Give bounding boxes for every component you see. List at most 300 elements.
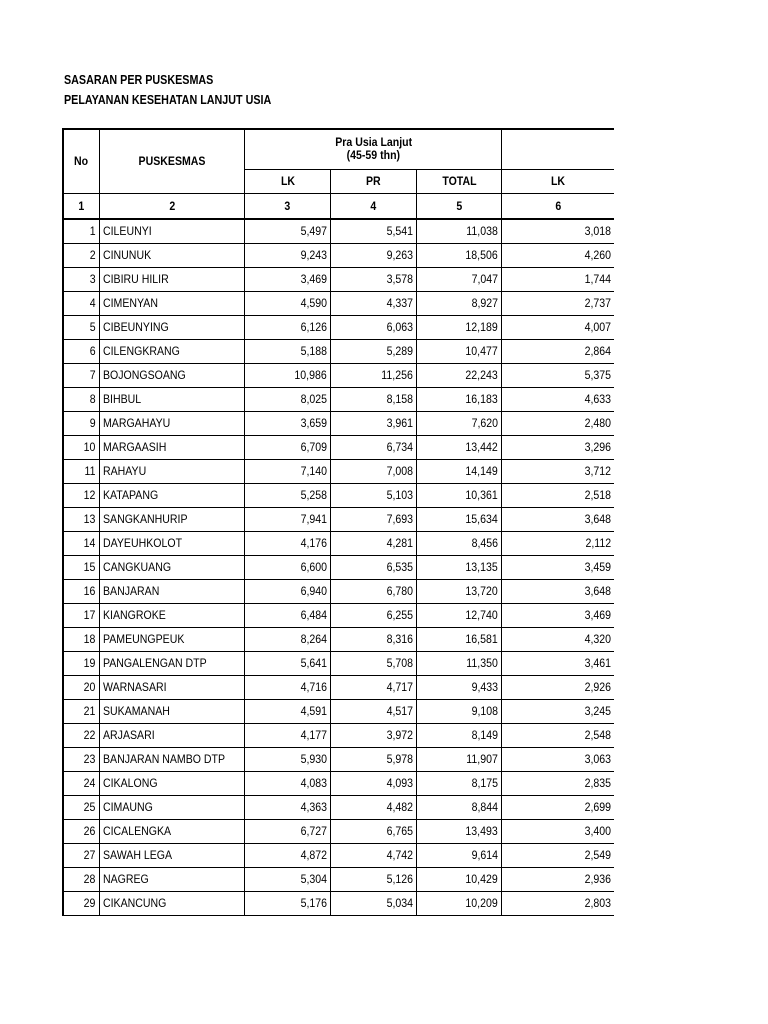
pra-lansia-lk: 3,469 — [300, 272, 328, 286]
puskesmas-name-cell — [99, 651, 245, 675]
pra-lansia-pr: 6,255 — [386, 608, 414, 622]
pra-lansia-lk: 5,497 — [300, 224, 328, 239]
pra-lansia-pr: 3,972 — [386, 728, 414, 742]
lansia-lk: 3,459 — [584, 560, 611, 574]
lansia-lk: 4,633 — [584, 392, 611, 406]
pra-lansia-lk-cell — [245, 771, 331, 795]
lansia-lk-cell — [502, 387, 614, 411]
pra-lansia-lk-cell — [245, 411, 331, 435]
pra-lansia-total-cell — [417, 435, 502, 459]
header-pr-label: PR — [366, 174, 382, 188]
lansia-lk-cell — [502, 555, 614, 579]
pra-lansia-pr-cell — [331, 891, 417, 915]
lansia-lk: 3,648 — [584, 512, 611, 526]
table-row — [63, 267, 614, 291]
row-number-cell — [63, 435, 99, 459]
pra-lansia-total-cell — [417, 723, 502, 747]
pra-lansia-total: 8,175 — [471, 776, 499, 790]
column-number-2 — [99, 193, 245, 219]
column-number-label: 4 — [370, 198, 377, 213]
row-number: 4 — [89, 296, 96, 310]
puskesmas-name-cell — [99, 291, 245, 315]
pra-lansia-pr-cell — [331, 339, 417, 363]
row-number-cell — [63, 555, 99, 579]
row-number: 17 — [83, 608, 96, 622]
pra-lansia-total-cell — [417, 603, 502, 627]
puskesmas-name-cell — [99, 603, 245, 627]
row-number: 18 — [83, 632, 96, 646]
row-number-cell — [63, 291, 99, 315]
pra-lansia-lk-cell — [245, 531, 331, 555]
header-lk2-label: LK — [550, 174, 565, 188]
document-subtitle: PELAYANAN KESEHATAN LANJUT USIA — [64, 93, 272, 107]
row-number: 26 — [83, 824, 96, 838]
pra-lansia-total: 10,209 — [465, 896, 499, 910]
pra-lansia-lk: 6,727 — [300, 824, 328, 838]
pra-lansia-total: 7,047 — [471, 272, 499, 286]
lansia-lk: 3,712 — [584, 464, 611, 478]
pra-lansia-lk: 5,258 — [300, 488, 328, 502]
column-number-1 — [63, 193, 99, 219]
pra-lansia-total: 10,361 — [465, 488, 499, 502]
pra-lansia-lk: 3,659 — [300, 416, 328, 430]
lansia-lk: 4,320 — [584, 632, 611, 646]
pra-lansia-pr-cell — [331, 795, 417, 819]
header-next-group — [502, 129, 614, 169]
row-number: 29 — [83, 896, 96, 910]
lansia-lk-cell — [502, 315, 614, 339]
lansia-lk: 3,245 — [584, 704, 611, 718]
row-number-cell — [63, 531, 99, 555]
column-number-3 — [245, 193, 331, 219]
header-no — [63, 129, 99, 193]
lansia-lk: 2,112 — [585, 536, 611, 550]
lansia-lk-cell — [502, 699, 614, 723]
pra-lansia-lk: 4,591 — [300, 704, 328, 718]
puskesmas-target-table — [62, 128, 614, 916]
puskesmas-name: KIANGROKE — [102, 608, 166, 622]
row-number: 25 — [83, 800, 96, 814]
puskesmas-name: CIMENYAN — [102, 296, 158, 310]
column-number-label: 3 — [284, 198, 291, 213]
lansia-lk-cell — [502, 747, 614, 771]
lansia-lk-cell — [502, 651, 614, 675]
pra-lansia-total: 10,477 — [465, 344, 499, 358]
pra-lansia-total: 9,614 — [471, 848, 499, 862]
pra-lansia-pr: 5,034 — [386, 896, 414, 910]
row-number-cell — [63, 747, 99, 771]
pra-lansia-pr-cell — [331, 243, 417, 267]
pra-lansia-total-cell — [417, 627, 502, 651]
pra-lansia-total-cell — [417, 579, 502, 603]
pra-lansia-lk: 4,176 — [300, 536, 328, 550]
row-number: 3 — [89, 272, 96, 286]
lansia-lk: 1,744 — [584, 272, 611, 286]
row-number: 28 — [83, 872, 96, 886]
puskesmas-name-cell — [99, 819, 245, 843]
pra-lansia-total-cell — [417, 483, 502, 507]
row-number: 27 — [83, 848, 96, 862]
pra-lansia-lk-cell — [245, 843, 331, 867]
row-number: 1 — [89, 224, 96, 239]
puskesmas-name: MARGAHAYU — [102, 416, 170, 430]
pra-lansia-lk: 4,083 — [300, 776, 328, 790]
pra-lansia-total: 9,108 — [471, 704, 499, 718]
lansia-lk: 2,548 — [584, 728, 611, 742]
pra-lansia-pr: 5,541 — [386, 224, 414, 239]
pra-lansia-pr-cell — [331, 723, 417, 747]
pra-lansia-pr: 5,103 — [386, 488, 414, 502]
pra-lansia-lk: 8,025 — [300, 392, 328, 406]
pra-lansia-pr: 4,093 — [386, 776, 414, 790]
pra-lansia-pr: 11,256 — [381, 368, 414, 382]
table-row — [63, 339, 614, 363]
pra-lansia-total: 9,433 — [471, 680, 499, 694]
puskesmas-name-cell — [99, 555, 245, 579]
pra-lansia-total-cell — [417, 315, 502, 339]
pra-lansia-pr-cell — [331, 843, 417, 867]
pra-lansia-total: 11,350 — [466, 656, 499, 670]
puskesmas-name: CANGKUANG — [102, 560, 171, 574]
pra-lansia-lk-cell — [245, 219, 331, 243]
table-row — [63, 483, 614, 507]
lansia-lk-cell — [502, 291, 614, 315]
table-row — [63, 771, 614, 795]
puskesmas-name: CILEUNYI — [102, 224, 152, 239]
lansia-lk-cell — [502, 843, 614, 867]
lansia-lk-cell — [502, 675, 614, 699]
pra-lansia-total-cell — [417, 363, 502, 387]
pra-lansia-total-cell — [417, 891, 502, 915]
header-pr — [331, 169, 417, 193]
pra-lansia-total: 12,189 — [465, 320, 499, 334]
lansia-lk-cell — [502, 219, 614, 243]
row-number-cell — [63, 483, 99, 507]
header-group-line1: Pra Usia Lanjut — [334, 135, 412, 150]
pra-lansia-pr: 4,717 — [386, 680, 414, 694]
pra-lansia-pr-cell — [331, 315, 417, 339]
row-number-cell — [63, 363, 99, 387]
puskesmas-name: ARJASARI — [102, 728, 155, 742]
lansia-lk-cell — [502, 267, 614, 291]
header-total-label: TOTAL — [442, 174, 477, 188]
lansia-lk-cell — [502, 795, 614, 819]
pra-lansia-total-cell — [417, 243, 502, 267]
table-row — [63, 531, 614, 555]
row-number: 15 — [83, 560, 96, 574]
lansia-lk: 2,835 — [584, 776, 611, 790]
pra-lansia-total-cell — [417, 411, 502, 435]
pra-lansia-total-cell — [417, 651, 502, 675]
column-number-label: 2 — [168, 198, 175, 213]
table-body — [63, 219, 614, 915]
lansia-lk: 2,864 — [584, 344, 611, 358]
pra-lansia-pr: 4,281 — [386, 536, 414, 550]
pra-lansia-lk-cell — [245, 651, 331, 675]
puskesmas-name-cell — [99, 675, 245, 699]
pra-lansia-lk: 4,590 — [300, 296, 328, 310]
row-number: 21 — [83, 704, 96, 718]
row-number: 11 — [84, 464, 96, 478]
lansia-lk: 3,400 — [584, 824, 611, 838]
pra-lansia-total-cell — [417, 267, 502, 291]
pra-lansia-total: 11,907 — [466, 752, 499, 766]
pra-lansia-total-cell — [417, 219, 502, 243]
row-number-cell — [63, 699, 99, 723]
pra-lansia-total: 15,634 — [465, 512, 499, 526]
pra-lansia-pr: 5,708 — [386, 656, 414, 670]
puskesmas-name: WARNASARI — [102, 680, 167, 694]
pra-lansia-pr: 6,063 — [386, 320, 414, 334]
puskesmas-name-cell — [99, 843, 245, 867]
header-lk-label: LK — [280, 174, 295, 188]
puskesmas-name-cell — [99, 627, 245, 651]
pra-lansia-lk: 7,941 — [300, 512, 328, 526]
pra-lansia-pr-cell — [331, 627, 417, 651]
table-row — [63, 819, 614, 843]
puskesmas-name: BOJONGSOANG — [102, 368, 186, 382]
pra-lansia-lk-cell — [245, 483, 331, 507]
pra-lansia-pr: 4,742 — [386, 848, 414, 862]
puskesmas-name: CIMAUNG — [102, 800, 153, 814]
pra-lansia-lk: 6,484 — [300, 608, 328, 622]
row-number: 16 — [83, 584, 96, 598]
pra-lansia-total-cell — [417, 819, 502, 843]
table-row — [63, 891, 614, 915]
row-number-cell — [63, 843, 99, 867]
puskesmas-name: PANGALENGAN DTP — [102, 656, 207, 670]
pra-lansia-pr: 6,765 — [386, 824, 414, 838]
pra-lansia-lk: 4,716 — [300, 680, 328, 694]
puskesmas-name: RAHAYU — [102, 464, 146, 478]
row-number-cell — [63, 795, 99, 819]
row-number-cell — [63, 603, 99, 627]
row-number: 24 — [83, 776, 96, 790]
pra-lansia-lk: 6,126 — [300, 320, 328, 334]
pra-lansia-total: 8,844 — [471, 800, 499, 814]
puskesmas-name-cell — [99, 723, 245, 747]
pra-lansia-lk-cell — [245, 603, 331, 627]
puskesmas-name-cell — [99, 747, 245, 771]
pra-lansia-total-cell — [417, 555, 502, 579]
pra-lansia-lk-cell — [245, 507, 331, 531]
header-no-label: No — [74, 154, 89, 169]
table-row — [63, 867, 614, 891]
pra-lansia-lk: 5,641 — [300, 656, 328, 670]
column-number-4 — [331, 193, 417, 219]
table-row — [63, 315, 614, 339]
lansia-lk: 3,469 — [584, 608, 611, 622]
lansia-lk-cell — [502, 531, 614, 555]
row-number-cell — [63, 675, 99, 699]
table-row — [63, 843, 614, 867]
pra-lansia-lk-cell — [245, 435, 331, 459]
puskesmas-name-cell — [99, 219, 245, 243]
pra-lansia-pr-cell — [331, 267, 417, 291]
pra-lansia-lk-cell — [245, 243, 331, 267]
puskesmas-name-cell — [99, 771, 245, 795]
puskesmas-name-cell — [99, 339, 245, 363]
pra-lansia-lk-cell — [245, 555, 331, 579]
pra-lansia-lk: 6,600 — [300, 560, 328, 574]
table-row — [63, 387, 614, 411]
pra-lansia-pr-cell — [331, 435, 417, 459]
row-number-cell — [63, 867, 99, 891]
pra-lansia-pr: 7,008 — [386, 464, 414, 478]
pra-lansia-lk: 7,140 — [300, 464, 328, 478]
pra-lansia-lk: 9,243 — [300, 248, 328, 262]
row-number: 23 — [83, 752, 96, 766]
pra-lansia-total-cell — [417, 291, 502, 315]
puskesmas-name-cell — [99, 531, 245, 555]
lansia-lk-cell — [502, 603, 614, 627]
column-number-label: 1 — [78, 198, 85, 213]
pra-lansia-lk-cell — [245, 723, 331, 747]
puskesmas-name-cell — [99, 459, 245, 483]
puskesmas-name-cell — [99, 387, 245, 411]
puskesmas-name-cell — [99, 483, 245, 507]
pra-lansia-lk: 4,177 — [300, 728, 328, 742]
pra-lansia-total-cell — [417, 771, 502, 795]
pra-lansia-total-cell — [417, 387, 502, 411]
pra-lansia-total: 8,149 — [471, 728, 499, 742]
lansia-lk-cell — [502, 363, 614, 387]
row-number-cell — [63, 891, 99, 915]
lansia-lk-cell — [502, 627, 614, 651]
pra-lansia-total-cell — [417, 867, 502, 891]
lansia-lk: 3,296 — [584, 440, 611, 454]
pra-lansia-lk: 8,264 — [300, 632, 328, 646]
puskesmas-name: SAWAH LEGA — [102, 848, 172, 862]
lansia-lk-cell — [502, 507, 614, 531]
row-number: 13 — [83, 512, 96, 526]
pra-lansia-total-cell — [417, 531, 502, 555]
lansia-lk-cell — [502, 819, 614, 843]
pra-lansia-total: 13,493 — [465, 824, 499, 838]
puskesmas-name: CIBIRU HILIR — [102, 272, 169, 286]
pra-lansia-total-cell — [417, 747, 502, 771]
pra-lansia-lk-cell — [245, 579, 331, 603]
pra-lansia-total: 13,720 — [465, 584, 499, 598]
pra-lansia-pr-cell — [331, 675, 417, 699]
table-row — [63, 675, 614, 699]
column-number-6 — [502, 193, 614, 219]
pra-lansia-pr: 5,126 — [386, 872, 414, 886]
pra-lansia-pr: 9,263 — [386, 248, 414, 262]
pra-lansia-total: 16,581 — [465, 632, 499, 646]
column-number-label: 5 — [456, 198, 463, 213]
pra-lansia-lk-cell — [245, 747, 331, 771]
pra-lansia-lk-cell — [245, 699, 331, 723]
puskesmas-name-cell — [99, 795, 245, 819]
pra-lansia-pr-cell — [331, 699, 417, 723]
header-puskesmas — [99, 129, 245, 193]
puskesmas-name-cell — [99, 315, 245, 339]
lansia-lk-cell — [502, 723, 614, 747]
pra-lansia-pr-cell — [331, 483, 417, 507]
table-row — [63, 579, 614, 603]
lansia-lk-cell — [502, 891, 614, 915]
pra-lansia-pr-cell — [331, 387, 417, 411]
pra-lansia-lk-cell — [245, 819, 331, 843]
table-row — [63, 459, 614, 483]
pra-lansia-total: 14,149 — [465, 464, 499, 478]
table-row — [63, 219, 614, 243]
header-puskesmas-label: PUSKESMAS — [138, 154, 206, 169]
pra-lansia-lk-cell — [245, 291, 331, 315]
lansia-lk-cell — [502, 771, 614, 795]
lansia-lk: 5,375 — [584, 368, 611, 382]
lansia-lk: 3,018 — [584, 224, 611, 239]
pra-lansia-pr-cell — [331, 603, 417, 627]
puskesmas-name: BANJARAN — [102, 584, 159, 598]
pra-lansia-lk: 5,304 — [300, 872, 328, 886]
pra-lansia-lk: 6,709 — [300, 440, 328, 454]
row-number-cell — [63, 315, 99, 339]
pra-lansia-lk-cell — [245, 339, 331, 363]
lansia-lk: 2,803 — [584, 896, 611, 910]
row-number-cell — [63, 819, 99, 843]
pra-lansia-lk: 4,872 — [300, 848, 328, 862]
puskesmas-name: CIKALONG — [102, 776, 158, 790]
row-number: 6 — [89, 344, 96, 358]
pra-lansia-total-cell — [417, 339, 502, 363]
puskesmas-name-cell — [99, 267, 245, 291]
header-pra-usia-lanjut — [245, 129, 502, 169]
pra-lansia-total: 13,442 — [465, 440, 499, 454]
table-row — [63, 507, 614, 531]
header-lk-2 — [502, 169, 614, 193]
puskesmas-name: CIBEUNYING — [102, 320, 169, 334]
row-number-cell — [63, 459, 99, 483]
lansia-lk: 3,063 — [584, 752, 611, 766]
puskesmas-name: CILENGKRANG — [102, 344, 180, 358]
pra-lansia-total-cell — [417, 699, 502, 723]
lansia-lk: 2,480 — [584, 416, 611, 430]
table-row — [63, 747, 614, 771]
pra-lansia-pr: 8,158 — [386, 392, 414, 406]
lansia-lk: 2,737 — [584, 296, 611, 310]
puskesmas-name-cell — [99, 411, 245, 435]
puskesmas-name: SUKAMANAH — [102, 704, 170, 718]
table-row — [63, 627, 614, 651]
pra-lansia-pr-cell — [331, 771, 417, 795]
pra-lansia-pr-cell — [331, 219, 417, 243]
lansia-lk: 2,926 — [584, 680, 611, 694]
pra-lansia-total: 12,740 — [465, 608, 499, 622]
lansia-lk: 3,648 — [584, 584, 611, 598]
puskesmas-name-cell — [99, 435, 245, 459]
puskesmas-name: KATAPANG — [102, 488, 158, 502]
lansia-lk-cell — [502, 483, 614, 507]
pra-lansia-lk: 5,176 — [300, 896, 328, 910]
pra-lansia-pr-cell — [331, 459, 417, 483]
lansia-lk-cell — [502, 459, 614, 483]
pra-lansia-pr-cell — [331, 507, 417, 531]
pra-lansia-total-cell — [417, 459, 502, 483]
puskesmas-name: DAYEUHKOLOT — [102, 536, 182, 550]
pra-lansia-total-cell — [417, 795, 502, 819]
row-number-cell — [63, 723, 99, 747]
header-group-line2: (45-59 thn) — [346, 148, 400, 163]
puskesmas-name: CINUNUK — [102, 248, 151, 262]
pra-lansia-total: 10,429 — [465, 872, 499, 886]
table-row — [63, 699, 614, 723]
pra-lansia-pr: 4,337 — [386, 296, 414, 310]
table-row — [63, 795, 614, 819]
row-number-cell — [63, 243, 99, 267]
lansia-lk: 4,260 — [584, 248, 611, 262]
